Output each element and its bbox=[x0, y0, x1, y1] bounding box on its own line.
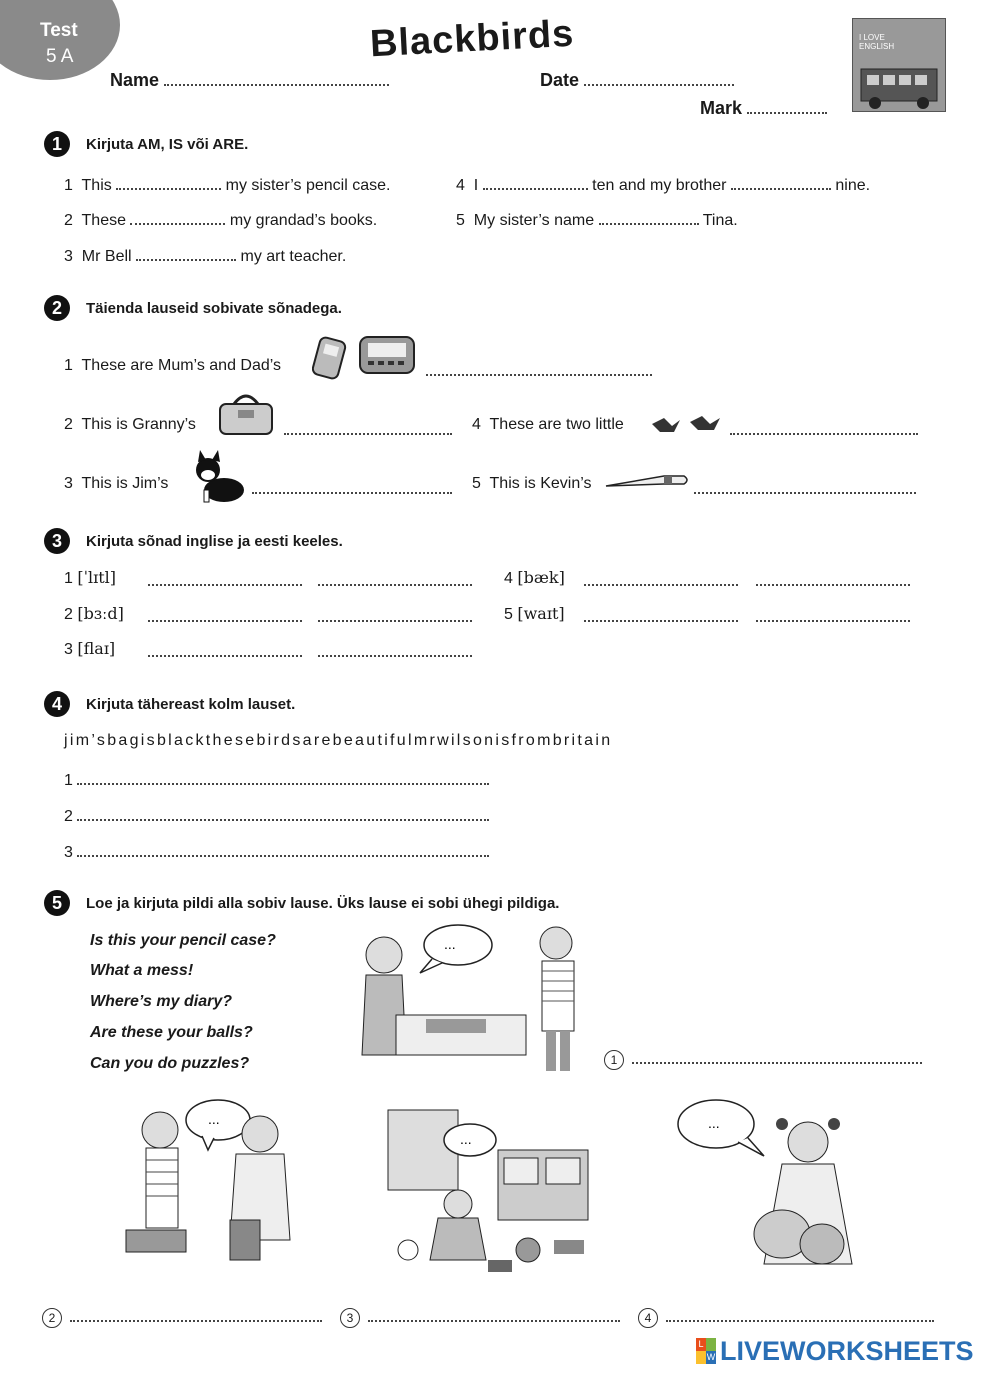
task-3-item-5 bbox=[504, 604, 565, 624]
brand-name: LIVEWORKSHEETS bbox=[720, 1336, 974, 1366]
item-text: These are Mum’s and Dad’s bbox=[81, 357, 282, 374]
line-number: 2 bbox=[64, 808, 73, 825]
answer-4-number: 4 bbox=[638, 1308, 658, 1328]
answer-3-field bbox=[340, 1304, 620, 1328]
item-number: 4 bbox=[504, 570, 513, 587]
test-badge-line2: 5 A bbox=[46, 46, 74, 67]
answer-3-blank[interactable] bbox=[368, 1304, 620, 1322]
pen-icon bbox=[604, 470, 690, 492]
logo-square bbox=[696, 1351, 706, 1364]
task-3-answer-2-english[interactable] bbox=[148, 604, 302, 622]
sentence-option-5: Can you do puzzles? bbox=[90, 1055, 250, 1072]
logo-letter: L bbox=[696, 1338, 706, 1351]
task-1-title: Kirjuta AM, IS või ARE. bbox=[86, 136, 249, 153]
letter-string: jim’sbagisblackthesebirdsarebeautifulmrwilsonisfrombritain bbox=[64, 732, 613, 749]
task-3-title: Kirjuta sõnad inglise ja eesti keeles. bbox=[86, 533, 343, 550]
date-input-line[interactable] bbox=[584, 68, 734, 86]
item-text: My sister’s name bbox=[473, 212, 595, 229]
line-number: 1 bbox=[64, 772, 73, 789]
item-text: This is Kevin’s bbox=[489, 475, 592, 492]
phonetic-transcription: [bæk] bbox=[517, 568, 565, 587]
mark-label: Mark bbox=[700, 98, 743, 118]
task-2-item-4 bbox=[472, 416, 624, 434]
sentence-option-4: Are these your balls? bbox=[90, 1024, 253, 1041]
task-4-line-1 bbox=[64, 767, 489, 790]
task-2-item-3 bbox=[64, 475, 168, 493]
item-text: This is Granny’s bbox=[81, 416, 196, 433]
answer-2-blank[interactable] bbox=[70, 1304, 322, 1322]
answer-4-field bbox=[638, 1304, 934, 1328]
item-text: These bbox=[81, 212, 126, 229]
answer-1-blank[interactable] bbox=[632, 1046, 922, 1064]
birds-icon bbox=[650, 410, 724, 442]
liveworksheets-logo-icon bbox=[696, 1338, 716, 1364]
mobile-phones-icon bbox=[312, 333, 418, 381]
item-text: This is Jim’s bbox=[81, 475, 169, 492]
item-number: 5 bbox=[504, 606, 513, 623]
answer-blank[interactable] bbox=[116, 172, 221, 190]
task-3-answer-3-estonian[interactable] bbox=[318, 639, 472, 657]
item-text: Mr Bell bbox=[81, 248, 132, 265]
task-4-number: 4 bbox=[44, 691, 70, 717]
phonetic-transcription: [ˈlɪtl] bbox=[77, 568, 117, 587]
item-number: 3 bbox=[64, 475, 73, 492]
item-number: 5 bbox=[456, 212, 465, 229]
task-2-answer-5[interactable] bbox=[694, 476, 916, 494]
answer-blank[interactable] bbox=[136, 243, 236, 261]
task-2-item-5 bbox=[472, 475, 591, 493]
answer-blank[interactable] bbox=[731, 172, 831, 190]
picture-3-messy-room bbox=[378, 1100, 608, 1280]
task-5-number: 5 bbox=[44, 890, 70, 916]
phonetic-transcription: [bɜːd] bbox=[77, 604, 124, 623]
item-text: Tina. bbox=[702, 212, 738, 229]
task-2-answer-4[interactable] bbox=[730, 417, 918, 435]
answer-1-number: 1 bbox=[604, 1050, 624, 1070]
task-2-answer-3[interactable] bbox=[252, 476, 452, 494]
task-1-item-5 bbox=[456, 207, 738, 230]
task-3-item-4 bbox=[504, 568, 565, 588]
date-field[interactable] bbox=[540, 68, 734, 91]
item-text: my art teacher. bbox=[240, 248, 347, 265]
task-1-item-2 bbox=[64, 207, 377, 230]
task-2-answer-1[interactable] bbox=[426, 358, 652, 376]
task-3-answer-3-english[interactable] bbox=[148, 639, 302, 657]
sentence-option-3: Where’s my diary? bbox=[90, 993, 232, 1010]
mark-field[interactable] bbox=[700, 96, 827, 119]
answer-blank[interactable] bbox=[599, 207, 699, 225]
picture-2-bubble-text: ... bbox=[208, 1111, 220, 1127]
item-number: 1 bbox=[64, 357, 73, 374]
cat-icon bbox=[190, 448, 250, 504]
picture-2-pencil-case bbox=[90, 1090, 310, 1270]
answer-2-number: 2 bbox=[42, 1308, 62, 1328]
task-3-item-2 bbox=[64, 604, 124, 624]
task-4-answer-1[interactable] bbox=[77, 767, 489, 785]
sentence-option-2: What a mess! bbox=[90, 962, 194, 979]
logo-square bbox=[706, 1338, 716, 1351]
answer-3-number: 3 bbox=[340, 1308, 360, 1328]
line-number: 3 bbox=[64, 844, 73, 861]
answer-4-blank[interactable] bbox=[666, 1304, 934, 1322]
item-text: This bbox=[81, 177, 112, 194]
item-text: my sister’s pencil case. bbox=[225, 177, 391, 194]
task-5-title: Loe ja kirjuta pildi alla sobiv lause. Üks lause ei sobi ühegi pildiga. bbox=[86, 895, 560, 912]
picture-3-bubble-text: ... bbox=[460, 1131, 472, 1147]
item-text: nine. bbox=[835, 177, 871, 194]
task-2-item-1 bbox=[64, 357, 281, 375]
task-3-item-1 bbox=[64, 568, 116, 588]
phonetic-transcription: [waɪt] bbox=[517, 604, 565, 623]
date-label: Date bbox=[540, 70, 580, 90]
task-3-number: 3 bbox=[44, 528, 70, 554]
item-text: ten and my brother bbox=[592, 177, 727, 194]
item-number: 3 bbox=[64, 641, 73, 658]
picture-4-girl-with-balls bbox=[672, 1094, 872, 1284]
item-number: 1 bbox=[64, 570, 73, 587]
task-3-answer-4-estonian[interactable] bbox=[756, 568, 910, 586]
task-1-item-4 bbox=[456, 172, 870, 195]
picture-1-kids-playing-puzzle bbox=[346, 915, 596, 1080]
answer-blank[interactable] bbox=[483, 172, 588, 190]
answer-1-field bbox=[604, 1046, 922, 1070]
answer-blank[interactable] bbox=[130, 207, 225, 225]
task-3-answer-2-estonian[interactable] bbox=[318, 604, 472, 622]
item-number: 1 bbox=[64, 177, 73, 194]
task-2-answer-2[interactable] bbox=[284, 417, 452, 435]
task-3-item-3 bbox=[64, 639, 115, 659]
item-text: my grandad’s books. bbox=[229, 212, 378, 229]
handbag-icon bbox=[214, 388, 278, 438]
task-4-line-3 bbox=[64, 839, 489, 862]
task-3-answer-1-estonian[interactable] bbox=[318, 568, 472, 586]
task-4-answer-3[interactable] bbox=[77, 839, 489, 857]
logo-letter: W bbox=[706, 1352, 716, 1362]
answer-2-field bbox=[42, 1304, 322, 1328]
item-number: 2 bbox=[64, 416, 73, 433]
item-number: 4 bbox=[472, 416, 481, 433]
test-badge-line1: Test bbox=[40, 20, 78, 41]
name-input-line[interactable] bbox=[164, 68, 389, 86]
task-2-title: Täienda lauseid sobivate sõnadega. bbox=[86, 300, 342, 317]
page-title: Blackbirds bbox=[369, 12, 576, 66]
task-2-number: 2 bbox=[44, 295, 70, 321]
picture-4-bubble-text: ... bbox=[708, 1115, 720, 1131]
book-cover-image bbox=[852, 18, 946, 112]
item-number: 2 bbox=[64, 606, 73, 623]
task-3-answer-1-english[interactable] bbox=[148, 568, 302, 586]
item-number: 3 bbox=[64, 248, 73, 265]
item-number: 4 bbox=[456, 177, 465, 194]
item-number: 2 bbox=[64, 212, 73, 229]
bus-icon bbox=[853, 19, 945, 111]
task-3-answer-4-english[interactable] bbox=[584, 568, 738, 586]
sentence-option-1: Is this your pencil case? bbox=[90, 932, 276, 949]
task-2-item-2 bbox=[64, 416, 196, 434]
task-3-answer-5-estonian[interactable] bbox=[756, 604, 910, 622]
task-1-item-1 bbox=[64, 172, 390, 195]
book-cover-text: I LOVE ENGLISH bbox=[859, 33, 895, 51]
task-4-line-2 bbox=[64, 803, 489, 826]
task-3-answer-5-english[interactable] bbox=[584, 604, 738, 622]
task-4-title: Kirjuta tähereast kolm lauset. bbox=[86, 696, 296, 713]
phonetic-transcription: [flaɪ] bbox=[77, 639, 116, 658]
picture-1-bubble-text: ... bbox=[444, 936, 456, 952]
mark-input-line[interactable] bbox=[747, 96, 827, 114]
task-1-item-3 bbox=[64, 243, 346, 266]
name-field[interactable] bbox=[110, 68, 389, 91]
item-text: These are two little bbox=[489, 416, 624, 433]
name-label: Name bbox=[110, 70, 160, 90]
task-4-answer-2[interactable] bbox=[77, 803, 489, 821]
task-1-number: 1 bbox=[44, 131, 70, 157]
item-text: I bbox=[473, 177, 479, 194]
item-number: 5 bbox=[472, 475, 481, 492]
